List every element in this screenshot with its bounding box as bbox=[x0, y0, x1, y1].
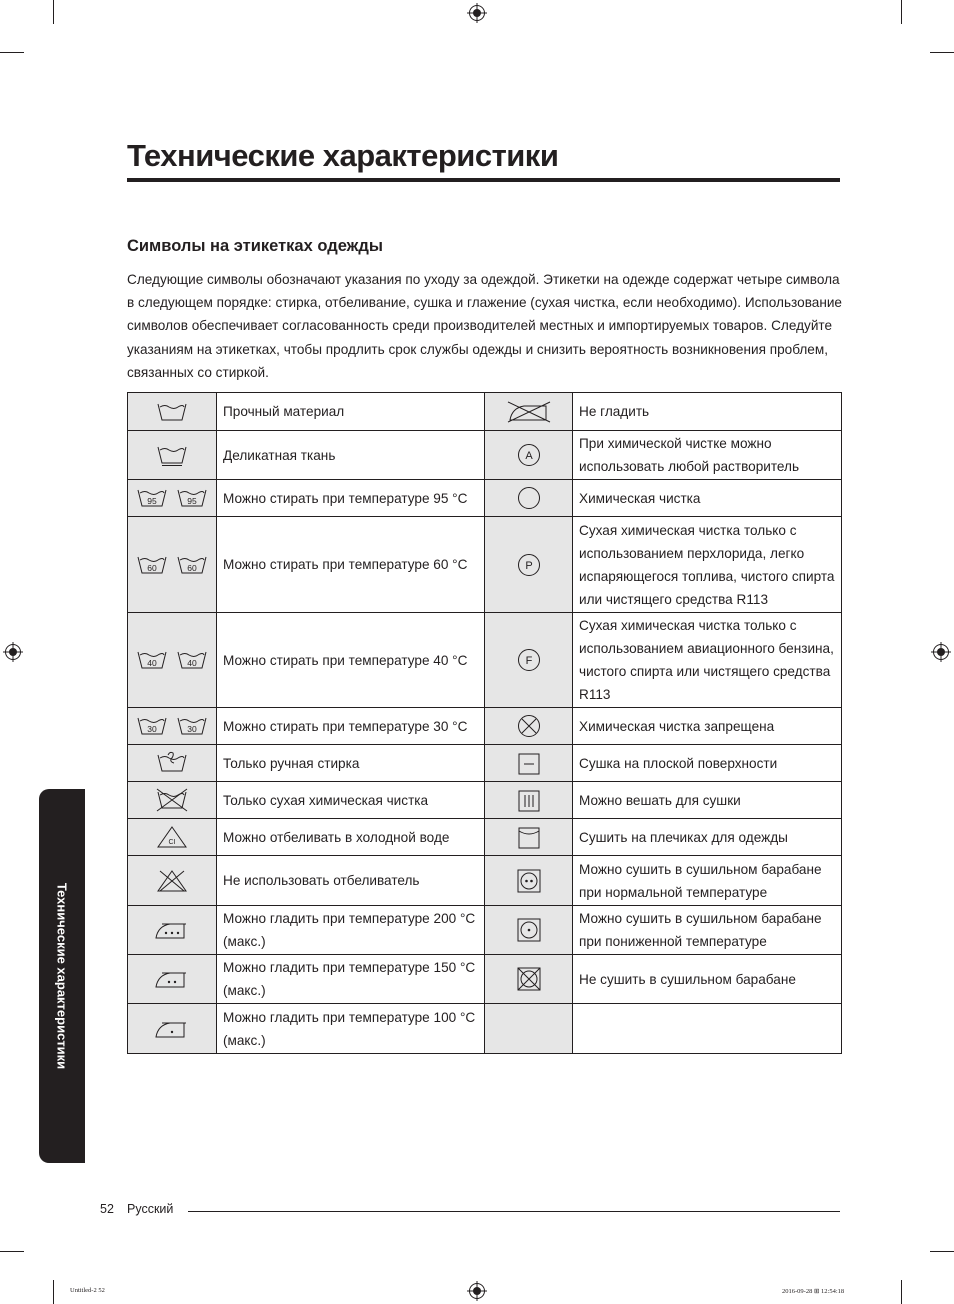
symbol-cell bbox=[485, 1004, 573, 1054]
page-title: Технические характеристики bbox=[127, 138, 559, 173]
symbol-label: 95 bbox=[147, 496, 157, 507]
description-cell: Только ручная стирка bbox=[217, 745, 485, 782]
description-cell: Можно гладить при температуре 200 °C (макс.) bbox=[217, 906, 485, 955]
symbol-cell bbox=[485, 480, 573, 517]
no-dry-clean-icon bbox=[517, 714, 541, 738]
wash-60-icon bbox=[136, 553, 168, 577]
crop-mark bbox=[53, 1280, 54, 1304]
symbol-cell bbox=[128, 1004, 217, 1054]
section-heading: Символы на этикетках одежды bbox=[127, 237, 383, 255]
no-ironing-icon bbox=[506, 400, 552, 424]
symbol-cell bbox=[485, 782, 573, 819]
crop-mark bbox=[0, 1251, 24, 1252]
wash-60-icon-pair bbox=[136, 556, 208, 571]
side-tab-label: Технические характеристики bbox=[54, 882, 70, 1070]
wash-95-icon bbox=[176, 486, 208, 510]
symbol-cell bbox=[485, 856, 573, 906]
iron-200-icon bbox=[152, 918, 192, 942]
table-row bbox=[128, 393, 842, 431]
registration-mark-icon bbox=[3, 642, 23, 662]
symbol-cell bbox=[128, 955, 217, 1004]
symbol-cell bbox=[128, 480, 217, 517]
description-cell: Сушка на плоской поверхности bbox=[573, 745, 842, 782]
symbol-cell bbox=[485, 613, 573, 708]
print-info-date: 2016-09-28 ⊞ 12:54:18 bbox=[782, 1288, 845, 1295]
description-cell: При химической чистке можно использовать любой растворитель bbox=[573, 431, 842, 480]
symbol-cell bbox=[485, 955, 573, 1004]
table-row bbox=[128, 517, 842, 613]
description-cell: Можно вешать для сушки bbox=[573, 782, 842, 819]
description-cell: Сушить на плечиках для одежды bbox=[573, 819, 842, 856]
table-row bbox=[128, 613, 842, 708]
wash-30-icon bbox=[136, 714, 168, 738]
description-cell: Можно стирать при температуре 60 °C bbox=[217, 517, 485, 613]
table-row bbox=[128, 782, 842, 819]
tumble-dry-low-icon bbox=[517, 918, 541, 942]
no-tumble-dry-icon bbox=[517, 967, 541, 991]
crop-mark bbox=[0, 52, 24, 53]
dry-clean-any-solvent-icon bbox=[517, 443, 541, 467]
description-cell: Можно стирать при температуре 30 °C bbox=[217, 708, 485, 745]
wash-delicate-icon bbox=[156, 443, 188, 467]
symbol-cell bbox=[128, 782, 217, 819]
drip-dry-icon bbox=[518, 790, 540, 812]
footer-rule bbox=[188, 1211, 840, 1212]
symbol-cell bbox=[128, 745, 217, 782]
symbol-cell bbox=[485, 517, 573, 613]
symbol-cell bbox=[128, 431, 217, 480]
no-bleach-icon bbox=[156, 869, 188, 893]
wash-95-icon-pair bbox=[136, 490, 208, 505]
symbol-label: 95 bbox=[187, 496, 197, 507]
table-row bbox=[128, 819, 842, 856]
symbol-cell bbox=[128, 856, 217, 906]
wash-40-icon-pair bbox=[136, 652, 208, 667]
description-cell bbox=[573, 1004, 842, 1054]
registration-mark-icon bbox=[467, 1281, 487, 1301]
table-row bbox=[128, 745, 842, 782]
symbol-cell bbox=[128, 708, 217, 745]
description-cell: Не использовать отбеливатель bbox=[217, 856, 485, 906]
description-cell: Можно сушить в сушильном барабане при пониженной температуре bbox=[573, 906, 842, 955]
side-tab bbox=[39, 789, 85, 1163]
table-row bbox=[128, 906, 842, 955]
symbol-cell bbox=[485, 393, 573, 431]
symbol-cell bbox=[128, 819, 217, 856]
crop-mark bbox=[930, 52, 954, 53]
symbol-label: CI bbox=[168, 839, 176, 847]
wash-60-icon bbox=[176, 553, 208, 577]
wash-tub-icon bbox=[156, 400, 188, 424]
iron-150-icon bbox=[152, 967, 192, 991]
dry-clean-f-icon bbox=[517, 648, 541, 672]
symbol-cell bbox=[485, 745, 573, 782]
symbol-label: A bbox=[524, 450, 533, 463]
crop-mark bbox=[930, 1251, 954, 1252]
title-rule bbox=[127, 178, 840, 182]
symbol-label: 40 bbox=[187, 658, 197, 669]
table-row bbox=[128, 480, 842, 517]
description-cell: Химическая чистка запрещена bbox=[573, 708, 842, 745]
symbol-label: 30 bbox=[187, 724, 197, 735]
symbol-cell bbox=[485, 906, 573, 955]
wash-30-icon bbox=[176, 714, 208, 738]
dry-flat-icon bbox=[518, 753, 540, 775]
description-cell: Можно гладить при температуре 150 °C (макс.) bbox=[217, 955, 485, 1004]
iron-100-icon bbox=[152, 1017, 192, 1041]
symbol-cell bbox=[485, 431, 573, 480]
symbol-label: 60 bbox=[147, 562, 157, 573]
symbol-label: P bbox=[524, 559, 533, 572]
tumble-dry-normal-icon bbox=[517, 869, 541, 893]
no-wash-icon bbox=[156, 788, 188, 812]
description-cell: Можно гладить при температуре 100 °C (макс.) bbox=[217, 1004, 485, 1054]
table-row bbox=[128, 708, 842, 745]
description-cell: Не гладить bbox=[573, 393, 842, 431]
symbol-cell bbox=[128, 393, 217, 431]
description-cell: Только сухая химическая чистка bbox=[217, 782, 485, 819]
symbol-label: 60 bbox=[187, 562, 197, 573]
bleach-cold-icon bbox=[156, 825, 188, 849]
symbol-label: F bbox=[525, 655, 532, 668]
description-cell: Не сушить в сушильном барабане bbox=[573, 955, 842, 1004]
symbol-label: 40 bbox=[147, 658, 157, 669]
description-cell: Можно сушить в сушильном барабане при нормальной температуре bbox=[573, 856, 842, 906]
wash-40-icon bbox=[176, 648, 208, 672]
page-number: 52 bbox=[100, 1202, 114, 1216]
symbol-cell bbox=[128, 613, 217, 708]
symbol-cell bbox=[128, 906, 217, 955]
intro-paragraph: Следующие символы обозначают указания по уходу за одеждой. Этикетки на одежде содержат четыре символа в следующем порядке: стирка, отбеливание, сушка и глажение (сухая чистка, если необходимо). Использование символов обеспечивает согласованность среди производителей местных и импортируемых товаров. Следуйте указаниям на этикетках, чтобы продлить срок службы одежды и снизить вероятность возникновения проблем, связанных со стиркой. bbox=[127, 272, 842, 380]
registration-mark-icon bbox=[467, 3, 487, 23]
dry-clean-icon bbox=[517, 486, 541, 510]
hand-wash-icon bbox=[156, 751, 188, 775]
print-info-file: Untitled-2 52 bbox=[70, 1287, 105, 1294]
description-cell: Можно стирать при температуре 95 °C bbox=[217, 480, 485, 517]
crop-mark bbox=[901, 1280, 902, 1304]
description-cell: Сухая химическая чистка только с использованием перхлорида, легко испаряющегося топлива, чистого спирта или чистящего средства R113 bbox=[573, 517, 842, 613]
description-cell: Деликатная ткань bbox=[217, 431, 485, 480]
description-cell: Химическая чистка bbox=[573, 480, 842, 517]
symbol-cell bbox=[128, 517, 217, 613]
crop-mark bbox=[53, 0, 54, 24]
description-cell: Можно отбеливать в холодной воде bbox=[217, 819, 485, 856]
line-dry-icon bbox=[518, 827, 540, 849]
symbol-cell bbox=[485, 708, 573, 745]
table-row bbox=[128, 431, 842, 480]
table-row bbox=[128, 856, 842, 906]
description-cell: Сухая химическая чистка только с использованием авиационного бензина, чистого спирта или чистящего средства R113 bbox=[573, 613, 842, 708]
description-cell: Можно стирать при температуре 40 °C bbox=[217, 613, 485, 708]
wash-40-icon bbox=[136, 648, 168, 672]
crop-mark bbox=[901, 0, 902, 24]
care-symbols-table bbox=[127, 392, 842, 1054]
description-cell: Прочный материал bbox=[217, 393, 485, 431]
table-row bbox=[128, 1004, 842, 1054]
symbol-label: 30 bbox=[147, 724, 157, 735]
wash-30-icon-pair bbox=[136, 718, 208, 733]
dry-clean-p-icon bbox=[517, 553, 541, 577]
symbol-cell bbox=[485, 819, 573, 856]
table-row bbox=[128, 955, 842, 1004]
footer-language: Русский bbox=[127, 1202, 174, 1216]
registration-mark-icon bbox=[931, 642, 951, 662]
wash-95-icon bbox=[136, 486, 168, 510]
